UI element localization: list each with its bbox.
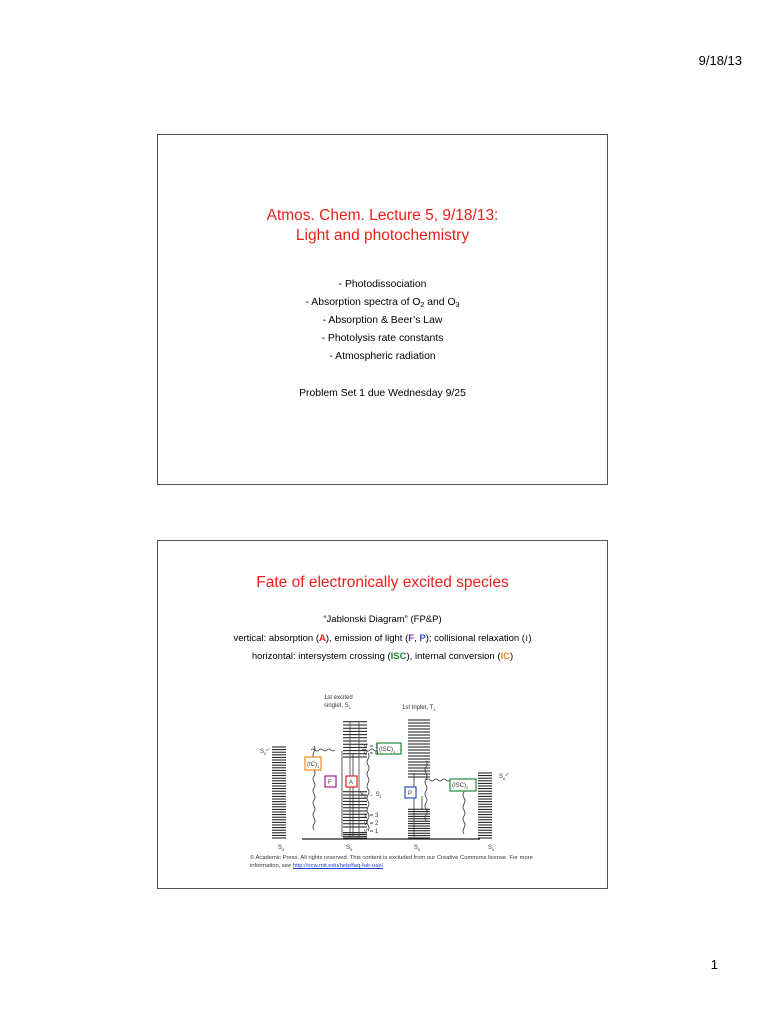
diagram-subtitle: “Jablonski Diagram” (FP&P) bbox=[323, 614, 442, 625]
slide-2-title: Fate of electronically excited species bbox=[256, 574, 509, 591]
vibrational-level-label: v′ = 3 bbox=[364, 813, 379, 819]
topic-item: - Atmospheric radiation bbox=[329, 351, 436, 362]
s0-vppp-label: $S_0^{v‴}$ bbox=[499, 772, 509, 781]
slide-1-title bbox=[158, 206, 607, 246]
topic-text: and O bbox=[424, 297, 456, 308]
subscript: 2 bbox=[420, 302, 425, 309]
t1-label: 1st triplet, $T_1$ bbox=[402, 705, 436, 712]
relaxation-squiggle-icon bbox=[463, 786, 465, 834]
vertical-transitions-legend bbox=[158, 633, 607, 644]
s0-vpp-label: $S_0^{v''}$ bbox=[260, 747, 270, 756]
ground-state-label: $S_0$ bbox=[488, 845, 495, 852]
jablonski-diagram bbox=[248, 691, 523, 854]
topic-item: - Photolysis rate constants bbox=[321, 333, 444, 344]
vibrational-level-label: v′ = 1 bbox=[364, 829, 379, 835]
phosphorescence-abbr: P bbox=[419, 633, 426, 644]
slide-1-title-line-1: Atmos. Chem. Lecture 5, 9/18/13: bbox=[266, 207, 499, 224]
s1-label-line-2: singlet, $S_1$ bbox=[324, 703, 351, 710]
topic-item: - Absorption & Beer’s Law bbox=[322, 315, 443, 326]
vibrational-level-label: v′ = 1 bbox=[364, 744, 379, 750]
legend-text: , bbox=[414, 633, 420, 644]
legend-text: vertical: absorption ( bbox=[233, 633, 320, 644]
legend-text: ) bbox=[528, 633, 532, 644]
fluorescence-box-label: F bbox=[328, 780, 332, 786]
ic-box-label: $(IC)_1$ bbox=[307, 762, 320, 769]
topic-item bbox=[158, 294, 607, 312]
vibrational-level-label: v′ = 2 bbox=[364, 821, 379, 827]
page-number: 1 bbox=[710, 957, 718, 972]
topic-item: - Photodissociation bbox=[338, 279, 427, 290]
problem-set-note: Problem Set 1 due Wednesday 9/25 bbox=[299, 388, 466, 399]
fluorescence-abbr: F bbox=[408, 633, 415, 644]
vibrational-level-label: v′ = 0 bbox=[364, 751, 379, 757]
ground-state-label: $S_0$ bbox=[346, 845, 353, 852]
absorption-abbr: A bbox=[319, 633, 326, 644]
isc-box-1-label: $(ISC)_1$ bbox=[379, 747, 396, 754]
topic-text: - Absorption spectra of O bbox=[305, 297, 421, 308]
copyright-text: . bbox=[383, 863, 385, 869]
slide-1 bbox=[157, 134, 608, 485]
legend-text: ), emission of light ( bbox=[325, 633, 409, 644]
fair-use-link[interactable]: http://ocw.mit.edu/help/faq-fair-use/ bbox=[292, 863, 384, 869]
slide-1-title-line-2: Light and photochemistry bbox=[295, 227, 470, 244]
legend-text: ), internal conversion ( bbox=[406, 651, 501, 662]
phosphorescence-box-label: P bbox=[408, 791, 413, 797]
squiggle-icon: ≀ bbox=[524, 633, 529, 643]
ic-abbr: IC bbox=[500, 651, 510, 662]
s1-label-line-1: 1st excited bbox=[324, 695, 353, 701]
ground-state-label: $S_0$ bbox=[414, 845, 421, 852]
transition-label: $S_0 \to S_1$ bbox=[360, 792, 382, 799]
isc-box-2-label: $(ISC)_2$ bbox=[452, 783, 469, 790]
subscript: 3 bbox=[455, 302, 460, 309]
slide-2 bbox=[157, 540, 608, 889]
isc-abbr: ISC bbox=[390, 651, 407, 662]
horizontal-transitions-legend bbox=[158, 651, 607, 662]
copyright-notice bbox=[250, 854, 550, 870]
copyright-text: © Academic Press. All rights reserved. This content is excluded from our Creative Commons license. For more information, see bbox=[250, 855, 533, 869]
topic-list bbox=[158, 276, 607, 366]
legend-text: horizontal: intersystem crossing ( bbox=[251, 651, 391, 662]
ground-state-label: $S_0$ bbox=[278, 845, 285, 852]
absorption-box-label: A bbox=[349, 780, 354, 786]
header-date: 9/18/13 bbox=[698, 53, 742, 68]
legend-text: ) bbox=[510, 651, 514, 662]
legend-text: ); collisional relaxation ( bbox=[425, 633, 525, 644]
